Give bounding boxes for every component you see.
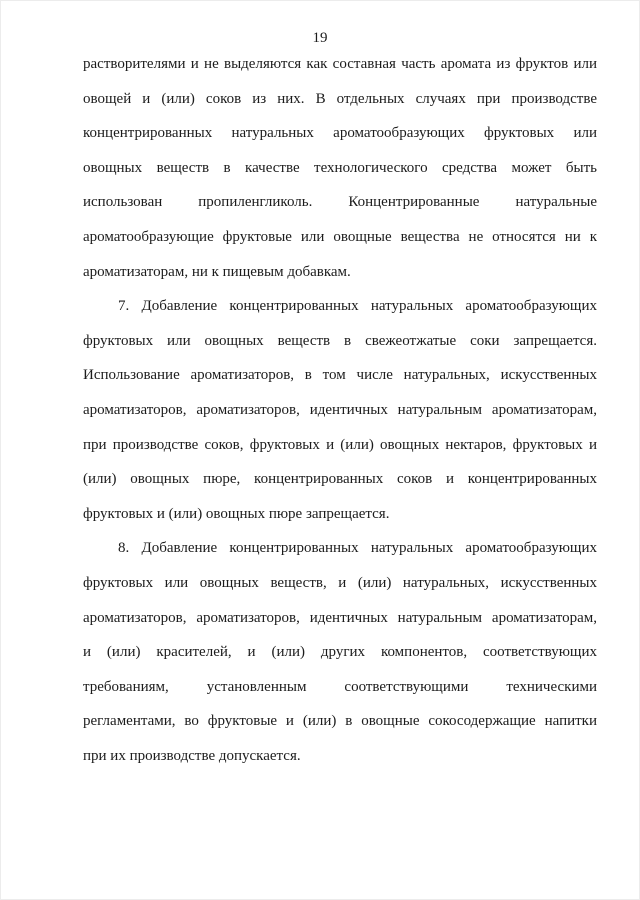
text-line: ароматообразующие фруктовые или овощные вещества не относятся ни к [83,228,597,245]
text-line: и (или) красителей, и (или) других компонентов, соответствующих [83,644,597,661]
page-number: 19 [312,30,328,46]
document-body [83,47,597,773]
text-line: 8. Добавление концентрированных натуральных ароматообразующих [118,540,597,557]
text-line: фруктовых или овощных веществ в свежеотжатые соки запрещается. [83,332,597,349]
text-line: растворителями и не выделяются как составная часть аромата из фруктов или [83,56,597,72]
text-line: концентрированных натуральных ароматообразующих фруктовых или [83,125,597,142]
text-line: фруктовых или овощных веществ, и (или) натуральных, искусственных [83,574,597,591]
text-line: использован пропиленгликоль. Концентрированные натуральные [83,194,597,211]
text-line: фруктовых и (или) овощных пюре запрещается. [83,505,390,522]
text-line: овощей и (или) соков из них. В отдельных случаях при производстве [83,90,597,107]
text-line: Использование ароматизаторов, в том числе натуральных, искусственных [83,367,597,384]
text-line: ароматизаторам, ни к пищевым добавкам. [83,263,351,280]
text-line: требованиям, установленным соответствующими техническими [83,678,597,695]
text-line: ароматизаторов, ароматизаторов, идентичных натуральным ароматизаторам, [83,401,597,418]
paragraph [83,289,597,531]
paragraph [83,47,597,289]
text-line: (или) овощных пюре, концентрированных соков и концентрированных [83,471,597,488]
text-line: при их производстве допускается. [83,747,301,764]
paragraph [83,531,597,773]
text-line: регламентами, во фруктовые и (или) в овощные сокосодержащие напитки [83,713,597,730]
text-line: ароматизаторов, ароматизаторов, идентичных натуральным ароматизаторам, [83,609,597,626]
text-line: 7. Добавление концентрированных натуральных ароматообразующих [118,298,597,315]
text-line: при производстве соков, фруктовых и (или) овощных нектаров, фруктовых и [83,436,597,453]
text-line: овощных веществ в качестве технологического средства может быть [83,159,597,176]
